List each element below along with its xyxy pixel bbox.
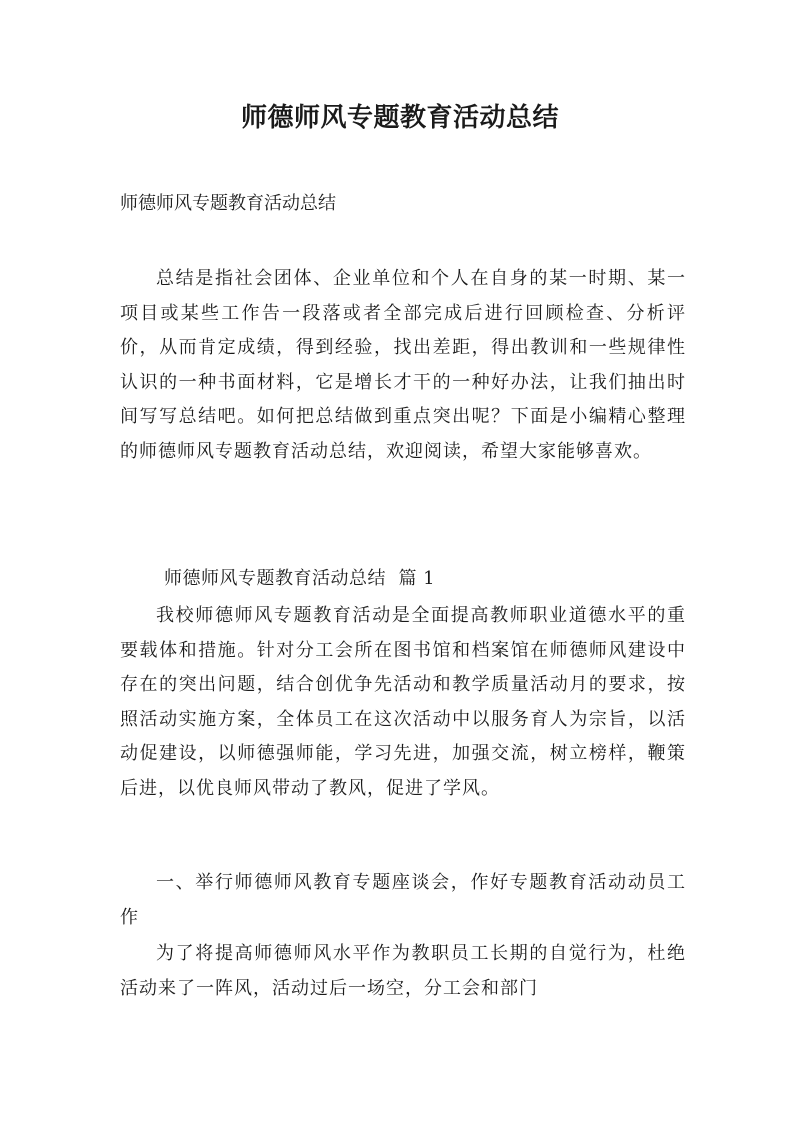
document-title: 师德师风专题教育活动总结	[240, 103, 559, 133]
subsection-heading-1: 一、举行师德师风教育专题座谈会，作好专题教育活动动员工作	[120, 872, 686, 928]
body-paragraph-2: 为了将提高师德师风水平作为教职员工长期的自觉行为，杜绝活动来了一阵风，活动过后一场空，分工会和部门	[120, 943, 686, 999]
intro-paragraph: 总结是指社会团体、企业单位和个人在自身的某一时期、某一项目或某些工作告一段落或者全部完成后进行回顾检查、分析评价，从而肯定成绩，得到经验，找出差距，得出教训和一些规律性认识的一种书面材料，它是增长才干的一种好办法，让我们抽出时间写写总结吧。如何把总结做到重点突出呢？下面是小编精心整理的师德师风专题教育活动总结，欢迎阅读，希望大家能够喜欢。	[120, 268, 686, 462]
document-subtitle: 师德师风专题教育活动总结	[120, 193, 336, 214]
body-paragraph-1: 我校师德师风专题教育活动是全面提高教师职业道德水平的重要载体和措施。针对分工会所在图书馆和档案馆在师德师风建设中存在的突出问题，结合创优争先活动和教学质量活动月的要求，按照活动实施方案，全体员工在这次活动中以服务育人为宗旨，以活动促建设，以师德强师能，学习先进，加强交流，树立榜样，鞭策后进，以优良师风带动了教风，促进了学风。	[120, 605, 686, 799]
section-heading: 师德师风专题教育活动总结 篇 1	[164, 568, 436, 589]
